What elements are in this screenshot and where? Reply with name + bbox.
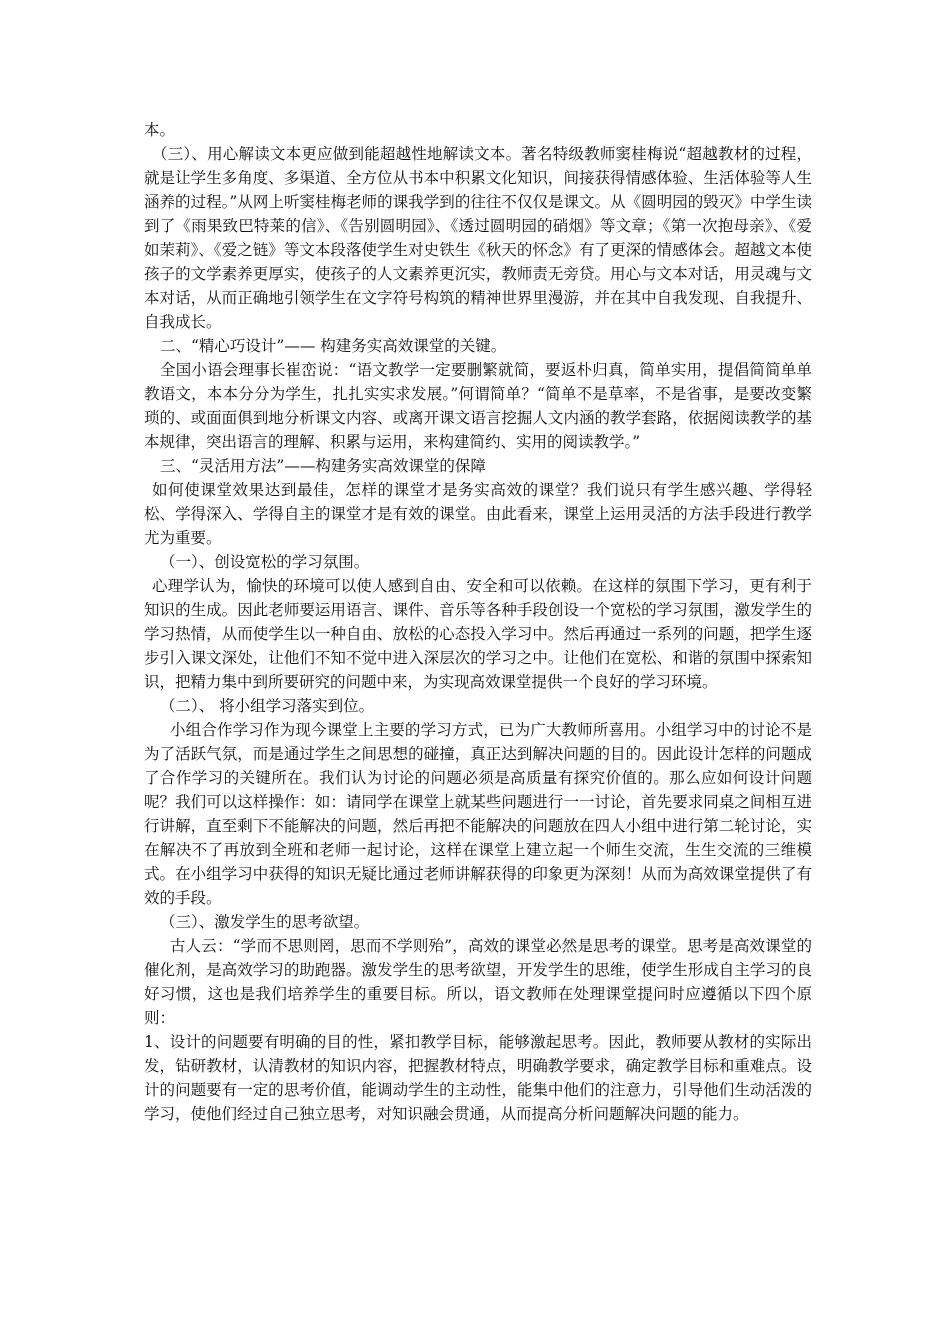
heading-part-2: 二、“精心巧设计”—— 构建务实高效课堂的关键。: [160, 337, 507, 355]
heading-subsection-1: （一）、创设宽松的学习氛围。: [160, 553, 370, 571]
paragraph-subsection-2-body: 小组合作学习作为现今课堂上主要的学习方式，已为广大教师所喜用。小组学习中的讨论不是为了活跃气氛，而是通过学生之间思想的碰撞，真正达到解决问题的目的。因此设计怎样的问题成了合作学习的关键所在。我们认为讨论的问题必须是高质量有探究价值的。那么应如何设计问题呢？我们可以这样操作：如：请同学在课堂上就某些问题进行一一讨论，首先要求同桌之间相互进行讲解，直至剩下不能解决的问题，然后再把不能解决的问题放在四人小组中进行第二轮讨论，实在解决不了再放到全班和老师一起讨论，这样在课堂上建立起一个师生交流，生生交流的三维模式。在小组学习中获得的知识无疑比通过老师讲解获得的印象更为深刻！从而为高效课堂提供了有效的手段。: [144, 721, 812, 907]
heading-part-3: 三、“灵活用方法”——构建务实高效课堂的保障: [160, 457, 486, 475]
paragraph-principle-1: 1、设计的问题要有明确的目的性，紧扣教学目标，能够激起思考。因此，教师要从教材的实际出发，钻研教材，认清教材的知识内容，把握教材特点，明确教学要求，确定教学目标和重难点。设计的问题要有一定的思考价值，能调动学生的主动性，能集中他们的注意力，引导他们生动活泼的学习，使他们经过自己独立思考，对知识融会贯通，从而提高分析问题解决问题的能力。: [144, 1033, 812, 1123]
paragraph-continuation: 本。: [144, 121, 176, 139]
paragraph-part-2-body: 全国小语会理事长崔峦说：“语文教学一定要删繁就简，要返朴归真，简单实用，提倡简简单单教语文，本本分分为学生，扎扎实实求发展。”何谓简单？“简单不是草率，不是省事，是要改变繁琐的、或面面俱到地分析课文内容、或离开课文语言挖掘人文内涵的教学套路，依据阅读教学的基本规律，突出语言的理解、积累与运用，来构建简约、实用的阅读教学。”: [144, 361, 812, 451]
paragraph-part-3-body: 如何使课堂效果达到最佳，怎样的课堂才是务实高效的课堂？我们说只有学生感兴趣、学得轻松、学得深入、学得自主的课堂才是有效的课堂。由此看来，课堂上运用灵活的方法手段进行教学尤为重要。: [144, 481, 812, 547]
heading-subsection-2: （二）、 将小组学习落实到位。: [160, 697, 375, 715]
document-page: [144, 118, 812, 1126]
heading-subsection-3: （三）、激发学生的思考欲望。: [160, 913, 370, 931]
paragraph-subsection-3-body: 古人云：“学而不思则罔，思而不学则殆”，高效的课堂必然是思考的课堂。思考是高效课堂的催化剂，是高效学习的助跑器。激发学生的思考欲望，开发学生的思维，使学生形成自主学习的良好习惯，这也是我们培养学生的重要目标。所以，语文教师在处理课堂提问时应遵循以下四个原则：: [144, 937, 812, 1027]
paragraph-section-3-intro: （三）、用心解读文本更应做到能超越性地解读文本。著名特级教师窦桂梅说“超越教材的过程，就是让学生多角度、多渠道、全方位从书本中积累文化知识，间接获得情感体验、生活体验等人生涵养的过程。”从网上听窦桂梅老师的课我学到的往往不仅仅是课文。从《圆明园的毁灭》中学生读到了《雨果致巴特莱的信》、《告别圆明园》、《透过圆明园的硝烟》等文章；《第一次抱母亲》、《爱如茉莉》、《爱之链》等文本段落使学生对史铁生《秋天的怀念》有了更深的情感体会。超越文本使孩子的文学素养更厚实，使孩子的人文素养更沉实，教师责无旁贷。用心与文本对话，用灵魂与文本对话，从而正确地引领学生在文字符号构筑的精神世界里漫游，并在其中自我发现、自我提升、自我成长。: [144, 145, 812, 331]
paragraph-subsection-1-body: 心理学认为，愉快的环境可以使人感到自由、安全和可以依赖。在这样的氛围下学习，更有利于知识的生成。因此老师要运用语言、课件、音乐等各种手段创设一个宽松的学习氛围，激发学生的学习热情，从而使学生以一种自由、放松的心态投入学习中。然后再通过一系列的问题，把学生逐步引入课文深处，让他们不知不觉中进入深层次的学习之中。让他们在宽松、和谐的氛围中探索知识，把精力集中到所要研究的问题中来，为实现高效课堂提供一个良好的学习环境。: [144, 577, 812, 691]
